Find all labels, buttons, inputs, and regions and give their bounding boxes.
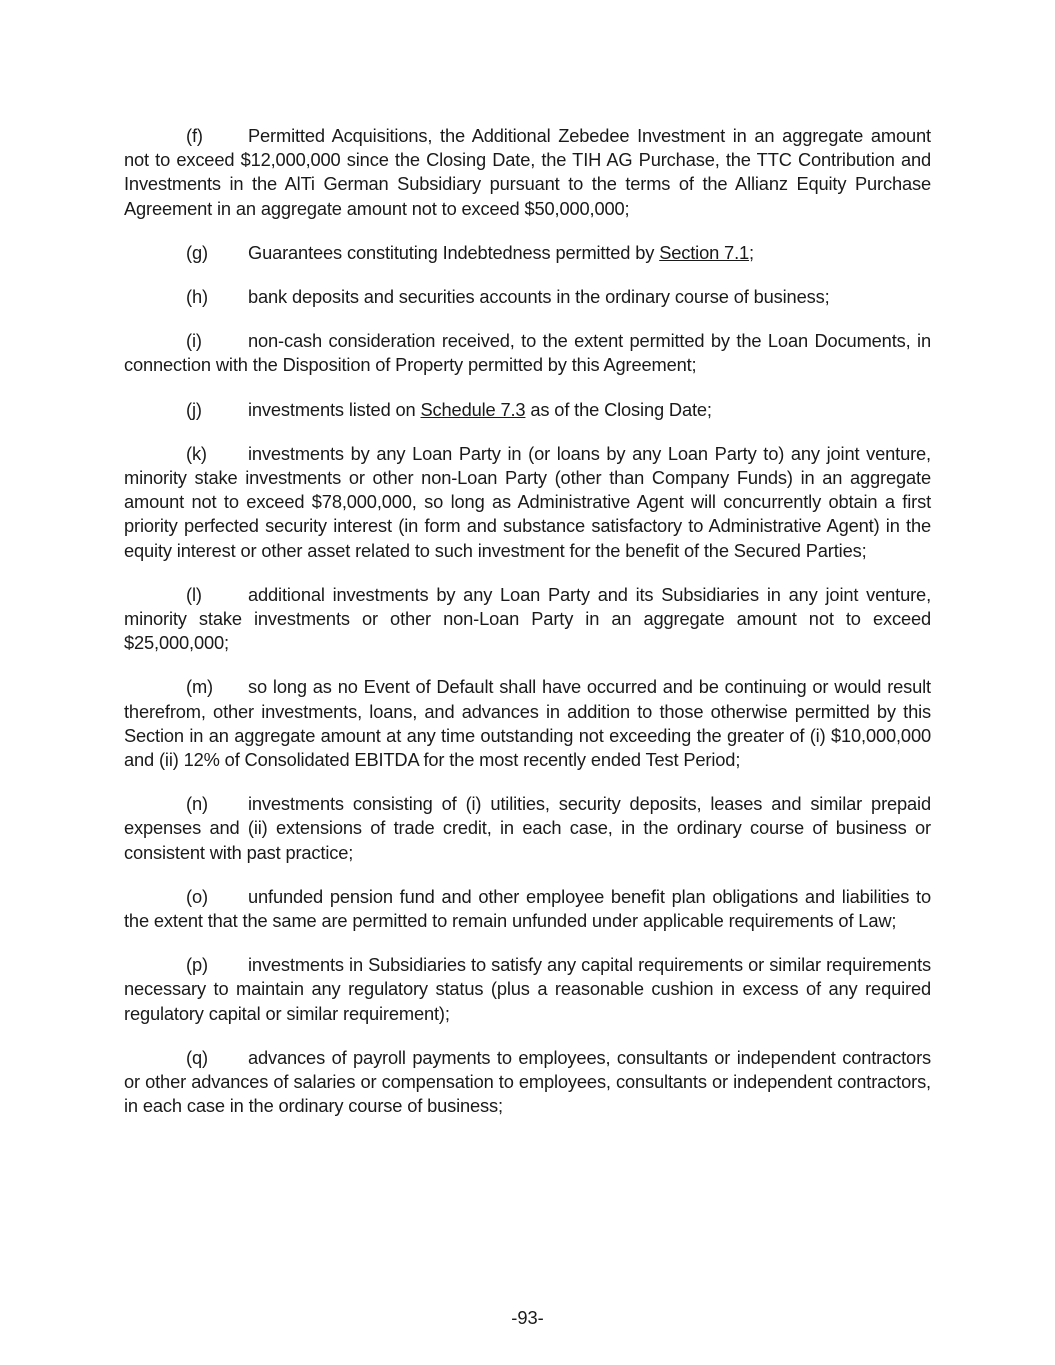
clause-label: (o) [186, 885, 208, 907]
clause-k [124, 442, 931, 563]
clause-h [124, 285, 931, 309]
document-page [124, 124, 931, 1139]
clause-j [124, 398, 931, 422]
clause-text: investments listed on [248, 398, 421, 420]
clause-q [124, 1046, 931, 1119]
clause-p [124, 953, 931, 1026]
clause-label: (n) [186, 793, 208, 815]
clause-g [124, 241, 931, 265]
clause-i [124, 329, 931, 377]
clause-text-end: as of the Closing Date; [525, 398, 712, 420]
clause-l [124, 583, 931, 656]
clause-text: unfunded pension fund and other employee benefit plan obligations and liabilities to the extent that the same are permitted to remain unfunded under applicable requirements of Law; [124, 885, 931, 932]
clause-label: (m) [186, 676, 213, 698]
clause-label: (p) [186, 954, 208, 976]
clause-text: non-cash consideration received, to the extent permitted by the Loan Documents, in connection with the Disposition of Property permitted by this Agreement; [124, 330, 931, 376]
clause-n [124, 792, 931, 865]
clause-text: investments by any Loan Party in (or loans by any Loan Party to) any joint venture, minority stake investments or other non-Loan Party (other than Company Funds) in an aggregate amount not to exceed $78,000,000, so long as Administrative Agent will concurrently obtain a first priority perfected security interest (in form and substance satisfactory to Administrative Agent) in the equity interest or other asset related to such investment for the benefit of the Secured Parties; [124, 442, 931, 561]
clause-label: (q) [186, 1046, 208, 1068]
clause-label: (g) [186, 241, 208, 263]
page-number: -93- [511, 1307, 544, 1328]
clause-label: (k) [186, 442, 207, 464]
clause-text: additional investments by any Loan Party and its Subsidiaries in any joint venture, minority stake investments or other non-Loan Party in an aggregate amount not to exceed $25,000,000; [124, 583, 931, 654]
clause-f [124, 124, 931, 221]
clause-o [124, 885, 931, 933]
clause-text: Permitted Acquisitions, the Additional Zebedee Investment in an aggregate amount not to exceed $12,000,000 since the Closing Date, the TIH AG Purchase, the TTC Contribution and Investments in the AlTi German Subsidiary pursuant to the terms of the Allianz Equity Purchase Agreement in an aggregate amount not to exceed $50,000,000; [124, 125, 931, 219]
clause-label: (f) [186, 125, 203, 146]
clause-text-end: ; [749, 241, 754, 263]
clause-text: investments consisting of (i) utilities, security deposits, leases and similar prepaid expenses and (ii) extensions of trade credit, in each case, in the ordinary course of business or consistent with past practice; [124, 793, 931, 863]
clause-text: Guarantees constituting Indebtedness permitted by [248, 241, 660, 263]
section-reference-link[interactable]: Section 7.1 [659, 241, 750, 263]
clause-label: (i) [186, 330, 202, 352]
clause-text: investments in Subsidiaries to satisfy any capital requirements or similar requirements necessary to maintain any regulatory status (plus a reasonable cushion in excess of any required regulatory capital or similar requirement); [124, 954, 931, 1024]
clause-label: (j) [186, 398, 202, 420]
clause-label: (h) [186, 286, 208, 308]
clause-label: (l) [186, 583, 202, 605]
schedule-reference-link[interactable]: Schedule 7.3 [420, 398, 526, 420]
clause-text: advances of payroll payments to employees, consultants or independent contractors or other advances of salaries or compensation to employees, consultants or independent contractors, in each case in the ordinary course of business; [124, 1046, 931, 1117]
clause-text: bank deposits and securities accounts in the ordinary course of business; [248, 286, 830, 308]
clause-text: so long as no Event of Default shall have occurred and be continuing or would result therefrom, other investments, loans, and advances in addition to those otherwise permitted by this Section in an aggregate amount at any time outstanding not exceeding the greater of (i) $10,000,000 and (ii) 12% of Consolidated EBITDA for the most recently ended Test Period; [124, 676, 931, 771]
clause-m [124, 675, 931, 772]
